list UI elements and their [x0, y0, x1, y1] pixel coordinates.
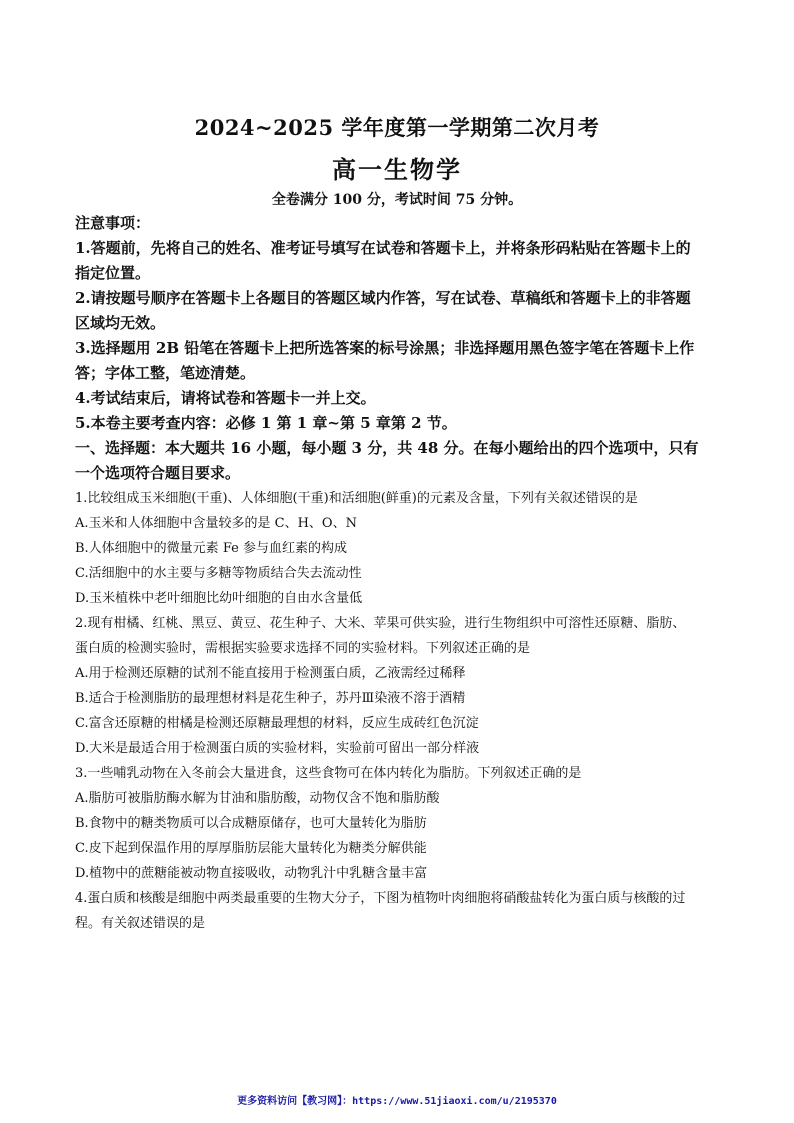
question-stem: 4.蛋白质和核酸是细胞中两类最重要的生物大分子，下图为植物叶肉细胞将硝酸盐转化为蛋白质与核酸的过	[75, 891, 686, 906]
question-1	[75, 486, 725, 611]
option-d: D.大米是最适合用于检测蛋白质的实验材料，实验前可留出一部分样液	[75, 741, 480, 756]
notes-line: 3.选择题用 2B 铅笔在答题卡上把所选答案的标号涂黑；非选择题用黑色签字笔在答题卡上作	[75, 339, 695, 357]
exam-title: 2024~2025 学年度第一学期第二次月考	[194, 115, 600, 140]
notes-line: 区域均无效。	[75, 314, 166, 332]
notes-line: 1.答题前，先将自己的姓名、准考证号填写在试卷和答题卡上，并将条形码粘贴在答题卡上的	[75, 239, 691, 257]
option-c: C.富含还原糖的柑橘是检测还原糖最理想的材料，反应生成砖红色沉淀	[75, 716, 479, 731]
notes-heading: 注意事项：	[75, 214, 151, 232]
option-a: A.用于检测还原糖的试剂不能直接用于检测蛋白质，乙液需经过稀释	[75, 666, 466, 681]
section-heading	[75, 436, 725, 486]
score-info: 全卷满分 100 分，考试时间 75 分钟。	[271, 192, 523, 208]
question-4	[75, 886, 725, 936]
notes-line: 指定位置。	[75, 264, 151, 282]
option-d: D.植物中的蔗糖能被动物直接吸收，动物乳汁中乳糖含量丰富	[75, 866, 428, 881]
notes-line: 4.考试结束后，请将试卷和答题卡一并上交。	[75, 389, 376, 407]
option-c: C.活细胞中的水主要与多糖等物质结合失去流动性	[75, 566, 362, 581]
section-line: 一个选项符合题目要求。	[75, 464, 241, 482]
question-stem: 蛋白质的检测实验时，需根据实验要求选择不同的实验材料。下列叙述正确的是	[75, 641, 531, 656]
question-stem: 1.比较组成玉米细胞(干重)、人体细胞(干重)和活细胞(鲜重)的元素及含量，下列有关叙述错误的是	[75, 491, 638, 506]
footer-link[interactable]: 更多资料访问【教习网】：https://www.51jiaoxi.com/u/2195370	[237, 1096, 557, 1107]
notes-line: 5.本卷主要考查内容：必修 1 第 1 章~第 5 章第 2 节。	[75, 414, 457, 432]
question-stem: 3.一些哺乳动物在入冬前会大量进食，这些食物可在体内转化为脂肪。下列叙述正确的是	[75, 766, 582, 781]
option-d: D.玉米植株中老叶细胞比幼叶细胞的自由水含量低	[75, 591, 363, 606]
option-a: A.脂肪可被脂肪酶水解为甘油和脂肪酸，动物仅含不饱和脂肪酸	[75, 791, 440, 806]
option-b: B.人体细胞中的微量元素 Fe 参与血红素的构成	[75, 541, 347, 556]
question-2	[75, 611, 725, 761]
option-b: B.食物中的糖类物质可以合成糖原储存，也可大量转化为脂肪	[75, 816, 427, 831]
notes-list	[75, 236, 725, 436]
section-line: 一、选择题：本大题共 16 小题，每小题 3 分，共 48 分。在每小题给出的四个选项中，只有	[75, 439, 699, 457]
notes-line: 2.请按题号顺序在答题卡上各题目的答题区域内作答，写在试卷、草稿纸和答题卡上的非答题	[75, 289, 691, 307]
exam-body	[75, 211, 725, 936]
question-stem: 2.现有柑橘、红桃、黑豆、黄豆、花生种子、大米、苹果可供实验，进行生物组织中可溶性还原糖、脂肪、	[75, 616, 686, 631]
option-b: B.适合于检测脂肪的最理想材料是花生种子，苏丹Ⅲ染液不溶于酒精	[75, 691, 466, 706]
exam-subject: 高一生物学	[332, 155, 462, 184]
notes-line: 答；字体工整，笔迹清楚。	[75, 364, 256, 382]
option-c: C.皮下起到保温作用的厚厚脂肪层能大量转化为糖类分解供能	[75, 841, 427, 856]
option-a: A.玉米和人体细胞中含量较多的是 C、H、O、N	[75, 516, 357, 531]
question-3	[75, 761, 725, 886]
question-stem: 程。有关叙述错误的是	[75, 916, 206, 931]
